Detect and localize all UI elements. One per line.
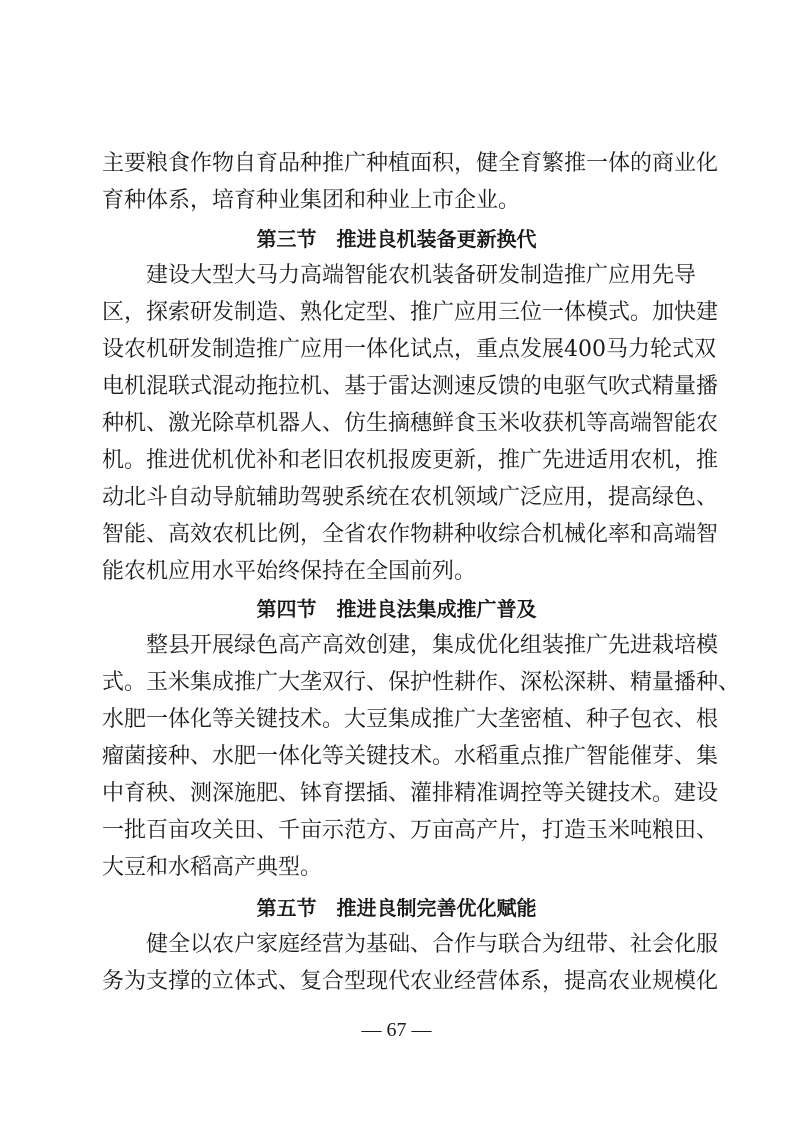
paragraph-line: 机。推进优机优补和老旧农机报废更新，推广先进适用农机，推 — [102, 448, 719, 473]
paragraph-line: 智能、高效农机比例，全省农作物耕种收综合机械化率和高端智 — [102, 522, 719, 547]
paragraph-line: 区，探索研发制造、熟化定型、推广应用三位一体模式。加快建 — [102, 300, 719, 325]
paragraph-line: 建设大型大马力高端智能农机装备研发制造推广应用先导 — [146, 263, 697, 288]
paragraph-line: 式。玉米集成推广大垄双行、保护性耕作、深松深耕、精量播种、 — [102, 670, 741, 695]
page-number: — 67 — — [361, 1019, 432, 1041]
paragraph-line: 能农机应用水平始终保持在全国前列。 — [102, 559, 477, 584]
section-number: 第五节 — [256, 896, 317, 920]
section-number: 第三节 — [256, 227, 317, 251]
paragraph-line: 设农机研发制造推广应用一体化试点，重点发展400马力轮式双 — [102, 337, 716, 362]
section-heading — [0, 221, 793, 257]
section-heading — [0, 591, 793, 627]
paragraph-line: 中育秧、测深施肥、钵育摆插、灌排精准调控等关键技术。建设 — [102, 781, 719, 806]
paragraph-line: 务为支撑的立体式、复合型现代农业经营体系，提高农业规模化 — [102, 969, 719, 994]
paragraph-line: 瘤菌接种、水肥一体化等关键技术。水稻重点推广智能催芽、集 — [102, 744, 719, 769]
section-heading — [0, 890, 793, 926]
paragraph-line: 大豆和水稻高产典型。 — [102, 855, 323, 880]
section-title: 推进良机装备更新换代 — [336, 227, 537, 251]
paragraph-line: 健全以农户家庭经营为基础、合作与联合为纽带、社会化服 — [146, 932, 719, 957]
paragraph-line: 动北斗自动导航辅助驾驶系统在农机领域广泛应用，提高绿色、 — [102, 485, 719, 510]
paragraph-line: 育种体系，培育种业集团和种业上市企业。 — [102, 188, 521, 213]
paragraph-line: 一批百亩攻关田、千亩示范方、万亩高产片，打造玉米吨粮田、 — [102, 818, 719, 843]
paragraph-line: 整县开展绿色高产高效创建，集成优化组装推广先进栽培模 — [146, 633, 719, 658]
paragraph-line: 主要粮食作物自育品种推广种植面积，健全育繁推一体的商业化 — [102, 151, 719, 176]
section-title: 推进良法集成推广普及 — [336, 597, 537, 621]
section-number: 第四节 — [256, 597, 317, 621]
paragraph-line: 电机混联式混动拖拉机、基于雷达测速反馈的电驱气吹式精量播 — [102, 374, 719, 399]
paragraph-line: 水肥一体化等关键技术。大豆集成推广大垄密植、种子包衣、根 — [102, 707, 719, 732]
paragraph-line: 种机、激光除草机器人、仿生摘穗鲜食玉米收获机等高端智能农 — [102, 411, 719, 436]
section-title: 推进良制完善优化赋能 — [336, 896, 537, 920]
